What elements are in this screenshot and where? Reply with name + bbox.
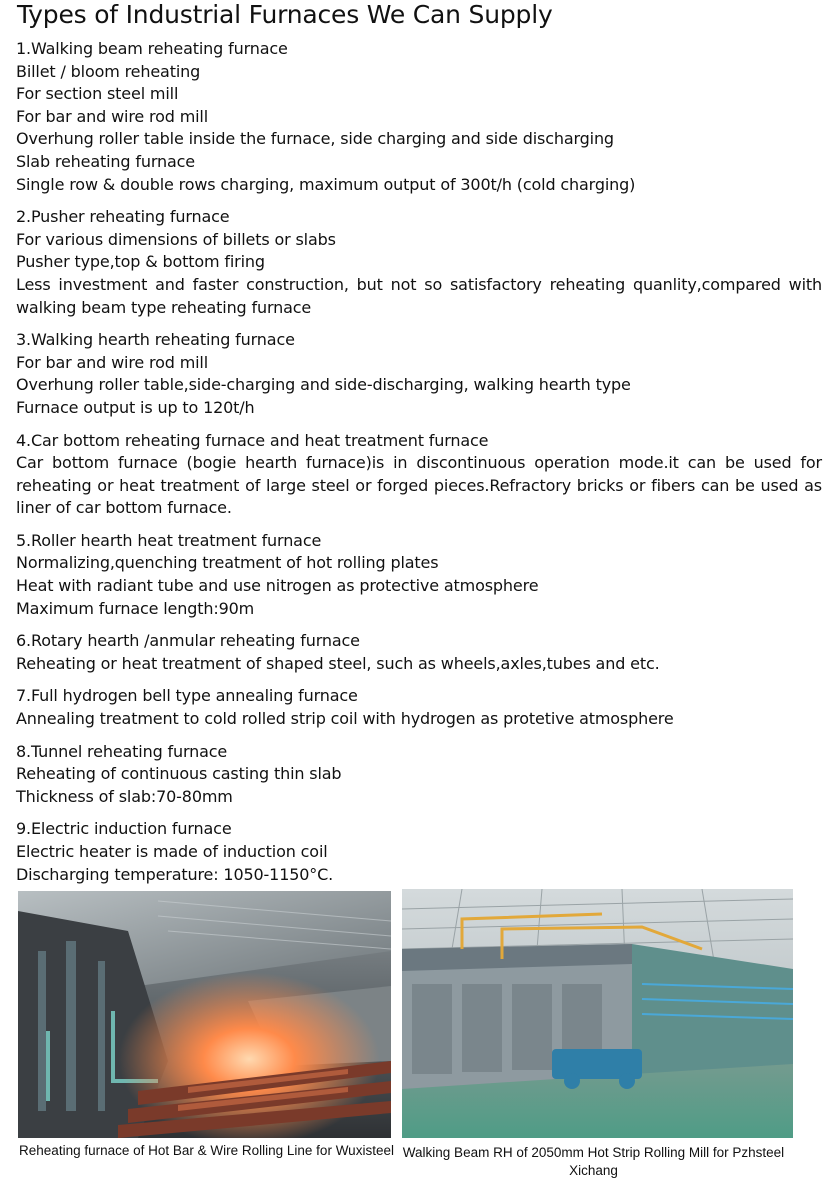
section-line: For bar and wire rod mill <box>16 106 209 126</box>
section-line: Billet / bloom reheating <box>16 61 201 81</box>
section-line: For bar and wire rod mill <box>16 352 209 372</box>
furnace-section-6 <box>16 630 822 675</box>
photo-caption-1: Reheating furnace of Hot Bar & Wire Rolling Line for Wuxisteel <box>19 1143 394 1158</box>
section-heading: 5.Roller hearth heat treatment furnace <box>16 530 322 550</box>
section-line: Furnace output is up to 120t/h <box>16 397 255 417</box>
furnace-photo-rolling-line <box>18 891 391 1138</box>
section-line: Electric heater is made of induction coil <box>16 842 328 861</box>
section-heading: 7.Full hydrogen bell type annealing furnace <box>16 686 358 706</box>
furnace-list <box>16 38 822 896</box>
section-line: Heat with radiant tube and use nitrogen as protective atmosphere <box>16 576 539 596</box>
section-paragraph: Car bottom furnace (bogie hearth furnace)is in discontinuous operation mode.it can be used for reheating or heat treatment of large steel or forged pieces.Refractory bricks or fibers can be used as liner of car bottom furnace. <box>16 453 822 518</box>
section-line: Annealing treatment to cold rolled strip coil with hydrogen as protetive atmosphere <box>16 709 674 729</box>
furnace-section-9 <box>16 818 822 886</box>
furnace-section-7 <box>16 685 822 730</box>
furnace-section-4 <box>16 430 822 520</box>
section-heading: 9.Electric induction furnace <box>16 819 232 839</box>
furnace-section-3 <box>16 329 822 419</box>
furnace-photo-hot-strip-mill <box>402 889 793 1138</box>
furnace-section-8 <box>16 741 822 809</box>
section-line: Overhung roller table,side-charging and side-discharging, walking hearth type <box>16 375 631 395</box>
section-line: Thickness of slab:70-80mm <box>16 786 233 806</box>
section-line: Slab reheating furnace <box>16 151 195 171</box>
section-line: For section steel mill <box>16 84 179 104</box>
section-line: For various dimensions of billets or slabs <box>16 229 336 249</box>
section-line: Reheating or heat treatment of shaped steel, such as wheels,axles,tubes and etc. <box>16 653 660 673</box>
section-line: Normalizing,quenching treatment of hot rolling plates <box>16 553 439 573</box>
section-heading: 8.Tunnel reheating furnace <box>16 741 228 761</box>
furnace-section-5 <box>16 530 822 620</box>
furnace-section-2 <box>16 206 822 319</box>
section-line: Discharging temperature: 1050-1150°C. <box>16 864 334 884</box>
page-title: Types of Industrial Furnaces We Can Supply <box>17 0 553 29</box>
section-line: Pusher type,top & bottom firing <box>16 252 265 272</box>
furnace-section-1 <box>16 38 822 196</box>
section-line: Maximum furnace length:90m <box>16 598 255 618</box>
section-line: Overhung roller table inside the furnace, side charging and side discharging <box>16 129 614 149</box>
section-line: Single row & double rows charging, maximum output of 300t/h (cold charging) <box>16 174 636 194</box>
section-heading: 6.Rotary hearth /anmular reheating furnace <box>16 631 360 651</box>
section-line: Reheating of continuous casting thin slab <box>16 764 342 784</box>
section-heading: 4.Car bottom reheating furnace and heat treatment furnace <box>16 430 489 450</box>
section-heading: 2.Pusher reheating furnace <box>16 207 230 227</box>
photo-caption-2: Walking Beam RH of 2050mm Hot Strip Rolling Mill for Pzhsteel Xichang <box>402 1145 785 1178</box>
section-heading: 3.Walking hearth reheating furnace <box>16 330 295 350</box>
section-paragraph: Less investment and faster construction, but not so satisfactory reheating quanlity,compared with walking beam type reheating furnace <box>16 274 822 317</box>
section-heading: 1.Walking beam reheating furnace <box>16 39 288 58</box>
